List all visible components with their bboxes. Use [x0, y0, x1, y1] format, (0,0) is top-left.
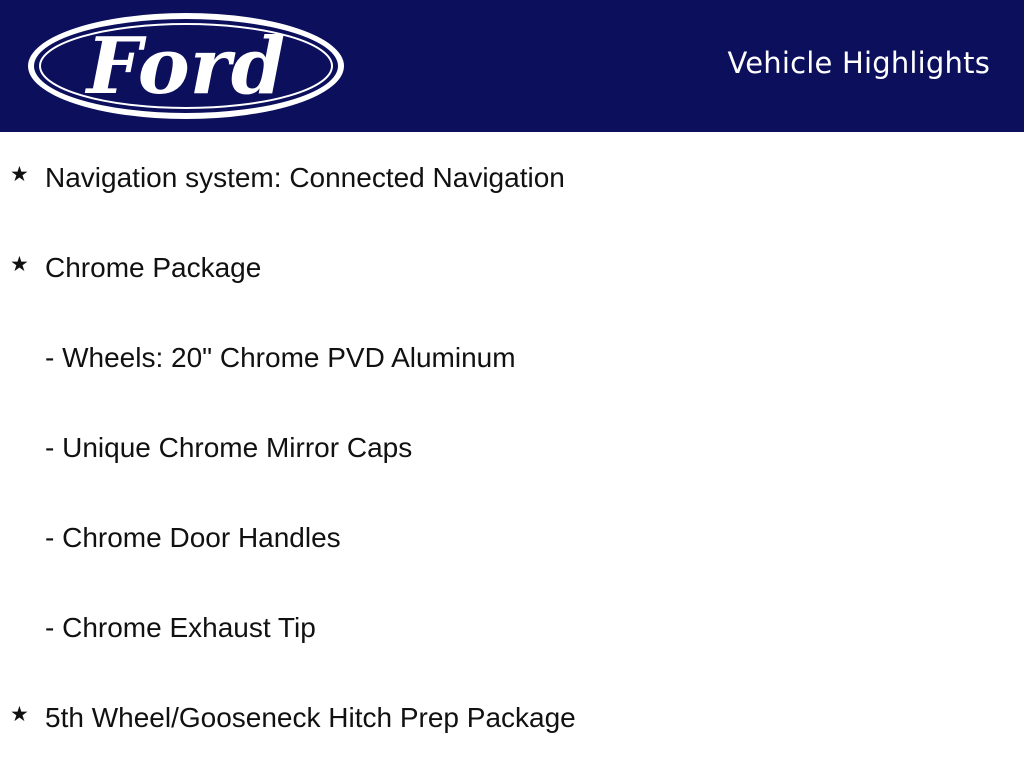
list-item-text: Chrome Package [45, 252, 262, 283]
list-item-text: Navigation system: Connected Navigation [45, 162, 565, 193]
list-item [0, 342, 1024, 382]
list-item [0, 432, 1024, 472]
list-item [0, 522, 1024, 562]
star-icon: ★ [10, 252, 29, 276]
ford-logo [24, 9, 348, 123]
page-title: Vehicle Highlights [727, 46, 990, 80]
star-icon: ★ [10, 162, 29, 186]
logo-wordmark: Ford [86, 21, 286, 112]
list-item-text: - Unique Chrome Mirror Caps [45, 432, 413, 463]
list-item-text: 5th Wheel/Gooseneck Hitch Prep Package [45, 702, 576, 733]
list-item-text: - Chrome Exhaust Tip [45, 612, 316, 643]
list-item [0, 252, 1024, 292]
star-icon: ★ [10, 702, 29, 726]
list-item [0, 702, 1024, 742]
list-item [0, 612, 1024, 652]
list-item-text: - Chrome Door Handles [45, 522, 341, 553]
list-item [0, 162, 1024, 202]
header-banner [0, 0, 1024, 132]
highlights-list [0, 132, 1024, 768]
list-item-text: - Wheels: 20" Chrome PVD Aluminum [45, 342, 516, 373]
